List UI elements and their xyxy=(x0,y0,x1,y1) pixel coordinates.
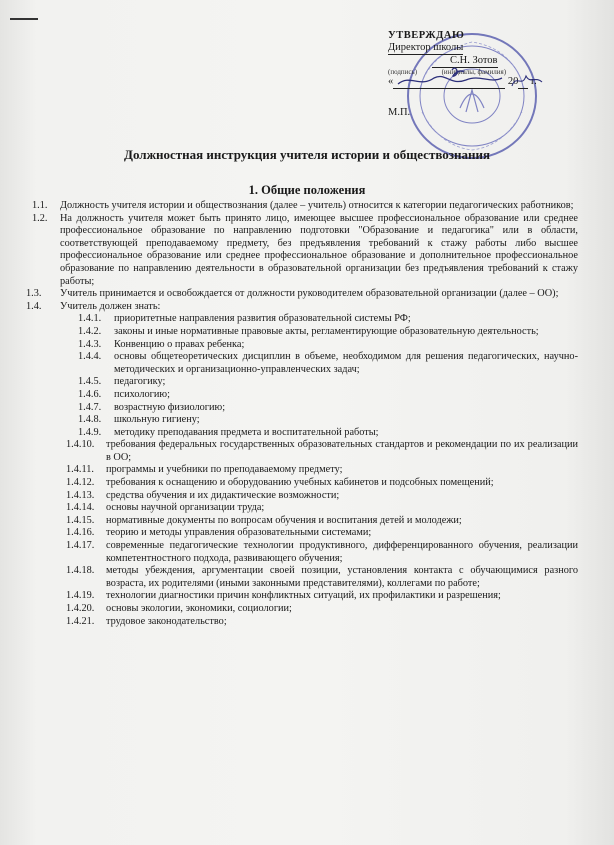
approval-position: Директор школы xyxy=(388,42,464,53)
handwritten-signature-icon xyxy=(390,62,550,92)
top-mark xyxy=(10,18,38,20)
list-item: 1.4.18. методы убеждения, аргументации своей позиции, установления контакта с обучающимися разного возраста, их родителями (иными законными представителями), коллегами по работе; xyxy=(66,565,578,589)
list-item: 1.4.13. средства обучения и их дидактические возможности; xyxy=(66,489,340,501)
list-item: 1.4.10. требования федеральных государственных образовательных стандартов и рекомендации по их реализации в ОО; xyxy=(66,439,578,463)
document-title: Должностная инструкция учителя истории и обществознания xyxy=(124,147,490,162)
list-item: 1.2. На должность учителя может быть принято лицо, имеющее высшее профессиональное образование или среднее профессиональное образование по направлению подготовки "Образование и педагогика" или в области, соответствующей преподаваемому предмету, без предъявления требований к стажу работы либо высшее профессиональное образование или среднее профессиональное образование и дополнительное профессиональное образование по направлению деятельности в образовательной организации без предъявления требований к стажу работы; xyxy=(32,212,578,287)
list-item: 1.4.6. психологию; xyxy=(78,388,170,400)
list-item: 1.4.16. теорию и методы управления образовательными системами; xyxy=(66,527,372,539)
list-item: 1.4.7. возрастную физиологию; xyxy=(78,401,226,413)
list-item: 1.4.3. Конвенцию о правах ребенка; xyxy=(78,338,245,350)
list-item: 1.3. Учитель принимается и освобождается от должности руководителем образовательной организации (далее – ОО); xyxy=(26,288,559,300)
document-body xyxy=(26,200,578,628)
approval-date: « 20 г. xyxy=(388,76,537,87)
list-item: 1.4.19. технологии диагностики причин конфликтных ситуаций, их профилактики и разрешения; xyxy=(66,590,501,602)
list-item: 1.4.1. приоритетные направления развития образовательной системы РФ; xyxy=(78,313,411,325)
list-item: 1.4.15. нормативные документы по вопросам обучения и воспитания детей и молодежи; xyxy=(66,514,462,526)
list-item: 1.4.5. педагогику; xyxy=(78,376,166,388)
list-item: 1.1. Должность учителя истории и обществознания (далее – учитель) относится к категории педагогических работников; xyxy=(32,200,574,211)
list-item: 1.4.17. современные педагогические технологии продуктивного, дифференцированного обучения, реализации компетентностного подхода, развивающего обучения; xyxy=(66,540,578,564)
approval-title: УТВЕРЖДАЮ xyxy=(388,30,465,41)
list-item: 1.4.9. методику преподавания предмета и воспитательной работы; xyxy=(78,426,379,438)
list-item: 1.4.2. законы и иные нормативные правовые акты, регламентирующие образовательную деятельность; xyxy=(78,325,539,337)
approval-mp: М.П. xyxy=(388,107,411,118)
director-name: С.Н. Зотов xyxy=(432,55,498,68)
list-item: 1.4.4. основы общетеоретических дисциплин в объеме, необходимом для решения педагогических, научно-методических и организационно-управленческих задач; xyxy=(78,351,578,375)
list-item: 1.4.14. основы научной организации труда; xyxy=(66,502,265,514)
list-item: 1.4. Учитель должен знать: xyxy=(26,300,161,312)
list-item: 1.4.20. основы экологии, экономики, социологии; xyxy=(66,603,292,614)
list-item: 1.4.11. программы и учебники по преподаваемому предмету; xyxy=(66,464,343,476)
list-item: 1.4.12. требования к оснащению и оборудованию учебных кабинетов и подсобных помещений; xyxy=(66,477,494,489)
section-title: 1. Общие положения xyxy=(248,183,366,197)
list-item: 1.4.8. школьную гигиену; xyxy=(78,414,200,426)
list-item: 1.4.21. трудовое законодательство; xyxy=(66,615,227,627)
approval-captions: (подпись) (инициалы, фамилия) xyxy=(388,68,507,76)
